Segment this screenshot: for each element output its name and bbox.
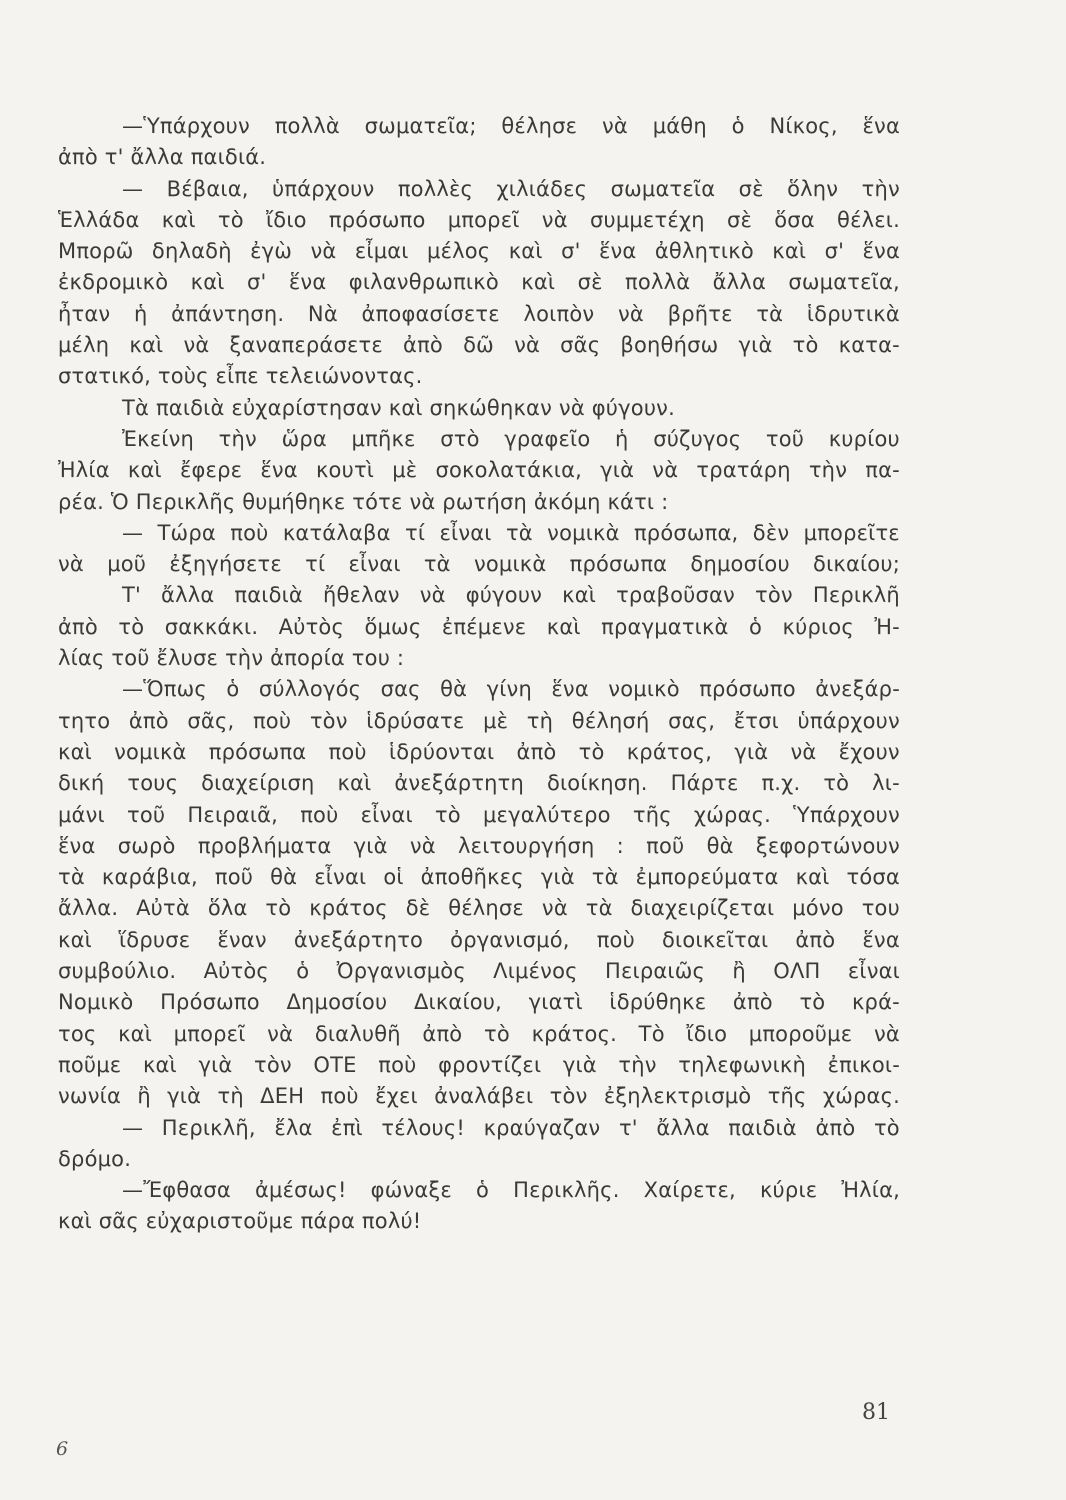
text-line: ἕνα σωρὸ προβλήματα γιὰ νὰ λειτουργήση : ποῦ θὰ ξεφορτώνουν	[58, 833, 900, 858]
text-line: Ἐκείνη τὴν ὥρα μπῆκε στὸ γραφεῖο ἡ σύζυγος τοῦ κυρίου	[122, 426, 900, 451]
text-line: καὶ σᾶς εὐχαριστοῦμε πάρα πολύ!	[58, 1209, 422, 1234]
text-line: ρέα. Ὁ Περικλῆς θυμήθηκε τότε νὰ ρωτήση ἀκόμη κάτι :	[58, 489, 669, 514]
text-line: ἀπὸ τ' ἄλλα παιδιά.	[58, 145, 267, 170]
text-line: στατικό, τοὺς εἶπε τελειώνοντας.	[58, 364, 423, 389]
text-line: τος καὶ μπορεῖ νὰ διαλυθῆ ἀπὸ τὸ κράτος. Τὸ ἴδιο μποροῦμε νὰ	[58, 1021, 900, 1046]
text-line: μέλη καὶ νὰ ξαναπεράσετε ἀπὸ δῶ νὰ σᾶς βοηθήσω γιὰ τὸ κατα-	[58, 333, 900, 358]
text-line: νωνία ἢ γιὰ τὴ ΔΕΗ ποὺ ἔχει ἀναλάβει τὸν ἐξηλεκτρισμὸ τῆς χώρας.	[58, 1084, 900, 1109]
text-line: νὰ μοῦ ἐξηγήσετε τί εἶναι τὰ νομικὰ πρόσωπα δημοσίου δικαίου;	[58, 552, 900, 577]
page-number: 81	[862, 1400, 890, 1425]
text-line: ἦταν ἡ ἀπάντηση. Νὰ ἀποφασίσετε λοιπὸν νὰ βρῆτε τὰ ἱδρυτικὰ	[58, 301, 900, 326]
text-line: ἄλλα. Αὐτὰ ὅλα τὸ κράτος δὲ θέλησε νὰ τὰ διαχειρίζεται μόνο του	[58, 896, 900, 921]
text-line: Νομικὸ Πρόσωπο Δημοσίου Δικαίου, γιατὶ ἱδρύθηκε ἀπὸ τὸ κρά-	[58, 990, 900, 1015]
text-line: καὶ νομικὰ πρόσωπα ποὺ ἱδρύονται ἀπὸ τὸ κράτος, γιὰ νὰ ἔχουν	[58, 739, 900, 764]
text-line: Ἑλλάδα καὶ τὸ ἴδιο πρόσωπο μπορεῖ νὰ συμμετέχη σὲ ὅσα θέλει.	[58, 207, 900, 232]
text-line: δική τους διαχείριση καὶ ἀνεξάρτητη διοίκηση. Πάρτε π.χ. τὸ λι-	[58, 771, 900, 796]
text-line: — Βέβαια, ὑπάρχουν πολλὲς χιλιάδες σωματεῖα σὲ ὅλην τὴν	[122, 176, 900, 201]
text-line: λίας τοῦ ἔλυσε τὴν ἀπορία του :	[58, 646, 405, 671]
page-body-text	[58, 111, 900, 1238]
text-line: ποῦμε καὶ γιὰ τὸν ΟΤΕ ποὺ φροντίζει γιὰ τὴν τηλεφωνικὴ ἐπικοι-	[58, 1052, 900, 1077]
text-line: δρόμο.	[58, 1146, 132, 1171]
text-line: —Ὑπάρχουν πολλὰ σωματεῖα; θέλησε νὰ μάθη ὁ Νίκος, ἕνα	[122, 114, 900, 138]
text-line: συμβούλιο. Αὐτὸς ὁ Ὀργανισμὸς Λιμένος Πειραιῶς ἢ ΟΛΠ εἶναι	[58, 959, 900, 984]
text-line: ἀπὸ τὸ σακκάκι. Αὐτὸς ὅμως ἐπέμενε καὶ πραγματικὰ ὁ κύριος Ἠ-	[58, 614, 900, 639]
signature-mark: 6	[56, 1438, 69, 1460]
text-line: ἐκδρομικὸ καὶ σ' ἕνα φιλανθρωπικὸ καὶ σὲ πολλὰ ἄλλα σωματεῖα,	[58, 270, 900, 295]
text-line: Μπορῶ δηλαδὴ ἐγὼ νὰ εἶμαι μέλος καὶ σ' ἕνα ἀθλητικὸ καὶ σ' ἕνα	[58, 239, 900, 264]
text-line: — Τώρα ποὺ κατάλαβα τί εἶναι τὰ νομικὰ πρόσωπα, δὲν μπορεῖτε	[122, 520, 900, 545]
text-line: Τὰ παιδιὰ εὐχαρίστησαν καὶ σηκώθηκαν νὰ φύγουν.	[122, 395, 675, 420]
text-line: τητο ἀπὸ σᾶς, ποὺ τὸν ἱδρύσατε μὲ τὴ θέλησή σας, ἔτσι ὑπάρχουν	[58, 708, 900, 733]
text-line: —Ἔφθασα ἀμέσως! φώναξε ὁ Περικλῆς. Χαίρετε, κύριε Ἠλία,	[122, 1178, 900, 1203]
text-line: μάνι τοῦ Πειραιᾶ, ποὺ εἶναι τὸ μεγαλύτερο τῆς χώρας. Ὑπάρχουν	[58, 802, 900, 827]
text-line: Τ' ἄλλα παιδιὰ ἤθελαν νὰ φύγουν καὶ τραβοῦσαν τὸν Περικλῆ	[122, 583, 900, 608]
text-line: τὰ καράβια, ποῦ θὰ εἶναι οἱ ἀποθῆκες γιὰ τὰ ἐμπορεύματα καὶ τόσα	[58, 865, 900, 890]
text-line: — Περικλῆ, ἔλα ἐπὶ τέλους! κραύγαζαν τ' ἄλλα παιδιὰ ἀπὸ τὸ	[122, 1115, 900, 1140]
text-line: καὶ ἵδρυσε ἕναν ἀνεξάρτητο ὀργανισμό, ποὺ διοικεῖται ἀπὸ ἕνα	[58, 927, 900, 952]
text-line: —Ὅπως ὁ σύλλογός σας θὰ γίνη ἕνα νομικὸ πρόσωπο ἀνεξάρ-	[122, 677, 900, 702]
text-line: Ἠλία καὶ ἔφερε ἕνα κουτὶ μὲ σοκολατάκια, γιὰ νὰ τρατάρη τὴν πα-	[58, 458, 900, 483]
